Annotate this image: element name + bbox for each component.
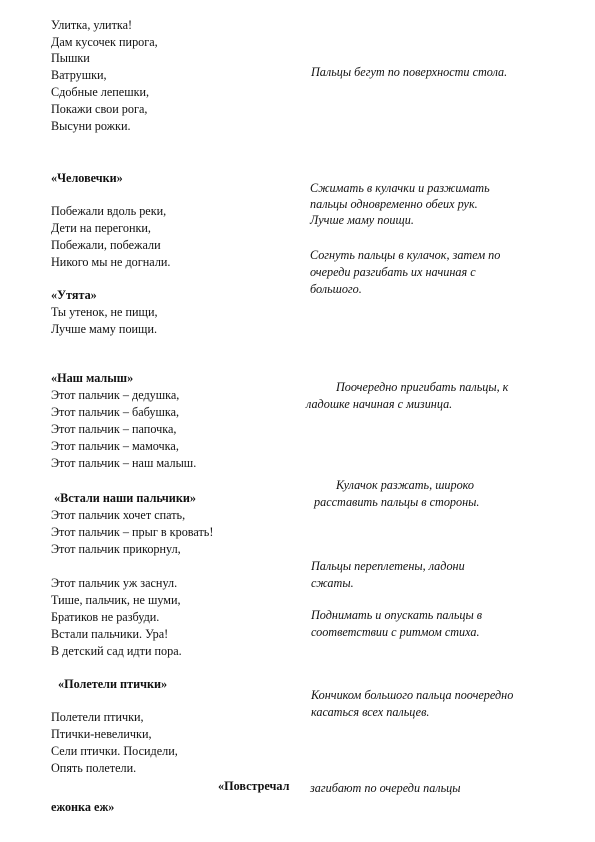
verse-title: «Утята» <box>51 288 97 302</box>
verse-line: Этот пальчик – наш малыш. <box>51 456 197 470</box>
verse-line: Ты утенок, не пищи, <box>51 305 158 319</box>
instruction-line: касаться всех пальцев. <box>311 705 430 719</box>
verse-line: Пышки <box>51 51 90 65</box>
verse-line: Дам кусочек пирога, <box>51 35 158 49</box>
verse-line: Братиков не разбуди. <box>51 610 160 624</box>
instruction-line: большого. <box>310 282 362 296</box>
instruction-line: Поочередно пригибать пальцы, к <box>336 380 509 394</box>
instruction-line: очереди разгибать их начиная с <box>310 265 476 279</box>
verse-title: «Повстречал <box>218 779 290 793</box>
verse-line: Высуни рожки. <box>51 119 131 133</box>
instruction-line: загибают по очереди пальцы <box>310 781 461 795</box>
verse-line: Птички-невелички, <box>51 727 152 741</box>
instruction-line: Поднимать и опускать пальцы в <box>311 608 483 622</box>
verse-line: Полетели птички, <box>51 710 144 724</box>
verse-line: Побежали вдоль реки, <box>51 204 167 218</box>
verse-title: ежонка еж» <box>51 800 115 814</box>
verse-line: Никого мы не догнали. <box>51 255 171 269</box>
instruction-line: соответствии с ритмом стиха. <box>311 625 480 639</box>
instruction-line: пальцы одновременно обеих рук. <box>310 197 478 211</box>
verse-line: Этот пальчик хочет спать, <box>51 508 186 522</box>
instruction-line: расставить пальцы в стороны. <box>314 495 480 509</box>
verse-line: Встали пальчики. Ура! <box>51 627 169 641</box>
verse-line: Этот пальчик прикорнул, <box>51 542 181 556</box>
verse-line: Покажи свои рога, <box>51 102 148 116</box>
instruction-line: Кулачок разжать, широко <box>336 478 475 492</box>
verse-line: Опять полетели. <box>51 761 137 775</box>
verse-title: «Встали наши пальчики» <box>54 491 196 505</box>
verse-line: Этот пальчик – прыг в кровать! <box>51 525 214 539</box>
verse-line: Этот пальчик – дедушка, <box>51 388 180 402</box>
verse-line: Улитка, улитка! <box>51 18 133 32</box>
verse-title: «Наш малыш» <box>51 371 134 385</box>
instruction-line: Пальцы бегут по поверхности стола. <box>311 65 508 79</box>
instruction-line: Кончиком большого пальца поочередно <box>311 688 514 702</box>
instruction-line: Согнуть пальцы в кулачок, затем по <box>310 248 501 262</box>
verse-title: «Полетели птички» <box>58 677 168 691</box>
instruction-line: Сжимать в кулачки и разжимать <box>310 181 490 195</box>
verse-line: Сели птички. Посидели, <box>51 744 178 758</box>
verse-line: Этот пальчик – мамочка, <box>51 439 179 453</box>
verse-line: В детский сад идти пора. <box>51 644 182 658</box>
verse-line: Этот пальчик – папочка, <box>51 422 177 436</box>
verse-line: Ватрушки, <box>51 68 107 82</box>
verse-line: Лучше маму поищи. <box>51 322 158 336</box>
verse-line: Побежали, побежали <box>51 238 161 252</box>
verse-line: Тише, пальчик, не шуми, <box>51 593 181 607</box>
instruction-line: ладошке начиная с мизинца. <box>306 397 453 411</box>
verse-line: Этот пальчик – бабушка, <box>51 405 180 419</box>
verse-line: Сдобные лепешки, <box>51 85 150 99</box>
verse-line: Дети на перегонки, <box>51 221 151 235</box>
verse-title: «Человечки» <box>51 171 123 185</box>
verse-line: Этот пальчик уж заснул. <box>51 576 178 590</box>
instruction-line: Пальцы переплетены, ладони <box>311 559 465 573</box>
instruction-line: сжаты. <box>311 576 354 590</box>
instruction-line: Лучше маму поищи. <box>310 213 414 227</box>
